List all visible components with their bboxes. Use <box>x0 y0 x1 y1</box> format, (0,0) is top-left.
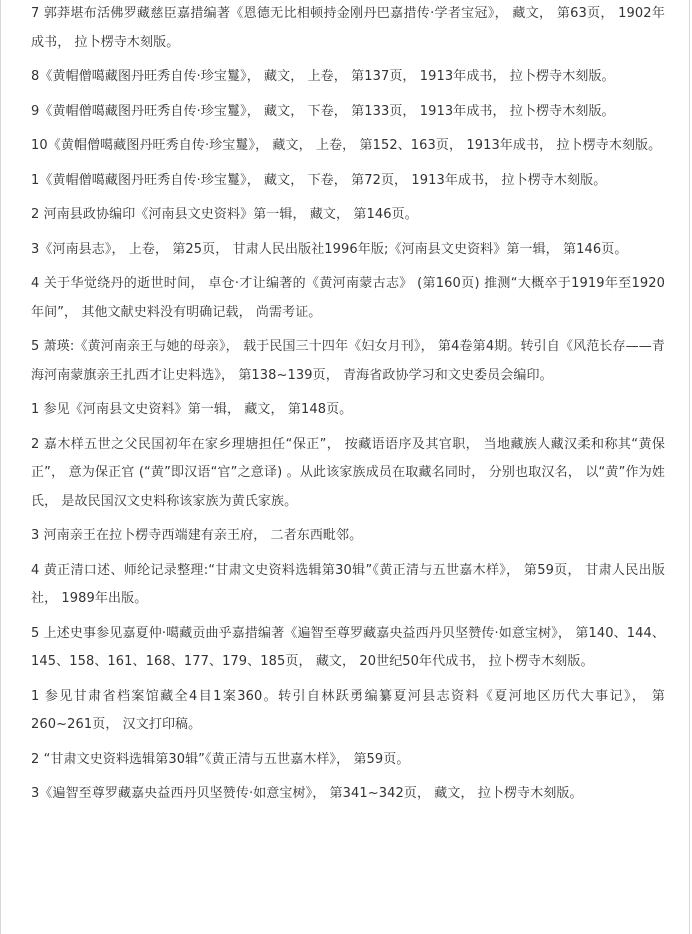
footnote: 3《遍智至尊罗藏嘉央益西丹贝坚赞传·如意宝树》， 第341~342页， 藏文， 拉卜楞寺木刻版。 <box>31 786 583 801</box>
footnote: 3 河南亲王在拉卜楞寺西端建有亲王府， 二者东西毗邻。 <box>31 528 363 543</box>
footnote: 1 参见《河南县文史资料》第一辑， 藏文， 第148页。 <box>31 402 353 417</box>
footnote: 5 萧瑛:《黄河南亲王与她的母亲》， 载于民国三十四年《妇女月刊》， 第4卷第4期。转引自《风范长存——青海河南蒙旗亲王扎西才让史料选》， 第138~139页， 青海省政协学习和文史委员会编印。 <box>31 339 665 383</box>
footnote: 1 参见甘肃省档案馆藏全4目1案360。转引自林跃勇编纂夏河县志资料《夏河地区历代大事记》， 第260~261页， 汉文打印稿。 <box>31 688 665 732</box>
footnote: 5 上述史事参见嘉夏仲·噶藏贡曲乎嘉措编著《遍智至尊罗藏嘉央益西丹贝坚赞传·如意宝树》， 第140、144、145、158、161、168、177、179、185页， 藏文， 20世纪50年代成书， 拉卜楞寺木刻版。 <box>31 625 665 669</box>
footnote: 2 嘉木样五世之父民国初年在家乡理塘担任“保正”， 按藏语语序及其官职， 当地藏族人藏汉柔和称其“黄保正”， 意为保正官 (“黄”即汉语“官”之意译) 。从此该家族成员在取藏名同时， 分别也取汉名， 以“黄”作为姓氏， 是故民国汉文史料称该家族为黄氏家族。 <box>31 436 665 509</box>
footnote: 4 关于华觉绕丹的逝世时间， 卓仓·才让编著的《黄河南蒙古志》 (第160页) 推测“大概卒于1919年至1920年间”， 其他文献史料没有明确记载， 尚需考证。 <box>31 276 665 320</box>
footnote: 4 黄正清口述、师纶记录整理:“甘肃文史资料选辑第30辑”《黄正清与五世嘉木样》， 第59页， 甘肃人民出版社， 1989年出版。 <box>31 562 665 606</box>
footnote: 9《黄帽僧噶藏图丹旺秀自传·珍宝鬘》， 藏文， 下卷， 第133页， 1913年成书， 拉卜楞寺木刻版。 <box>31 103 615 119</box>
footnote: 10《黄帽僧噶藏图丹旺秀自传·珍宝鬘》， 藏文， 上卷， 第152、163页， 1913年成书， 拉卜楞寺木刻版。 <box>31 138 662 153</box>
footnote: 2 河南县政协编印《河南县文史资料》第一辑， 藏文， 第146页。 <box>31 207 418 222</box>
footnote: 3《河南县志》， 上卷， 第25页， 甘肃人民出版社1996年版;《河南县文史资料》第一辑， 第146页。 <box>31 241 628 257</box>
footnote: 7 郭莽堪布活佛罗藏慈臣嘉措编著《恩德无比相顿持金刚丹巴嘉措传·学者宝冠》， 藏文， 第63页， 1902年成书， 拉卜楞寺木刻版。 <box>31 6 665 50</box>
footnote-list <box>31 0 665 815</box>
footnote: 2 “甘肃文史资料选辑第30辑”《黄正清与五世嘉木样》， 第59页。 <box>31 751 410 767</box>
footnote: 8《黄帽僧噶藏图丹旺秀自传·珍宝鬘》， 藏文， 上卷， 第137页， 1913年成书， 拉卜楞寺木刻版。 <box>31 69 615 84</box>
footnote: 1《黄帽僧噶藏图丹旺秀自传·珍宝鬘》， 藏文， 下卷， 第72页， 1913年成书， 拉卜楞寺木刻版。 <box>31 172 607 188</box>
